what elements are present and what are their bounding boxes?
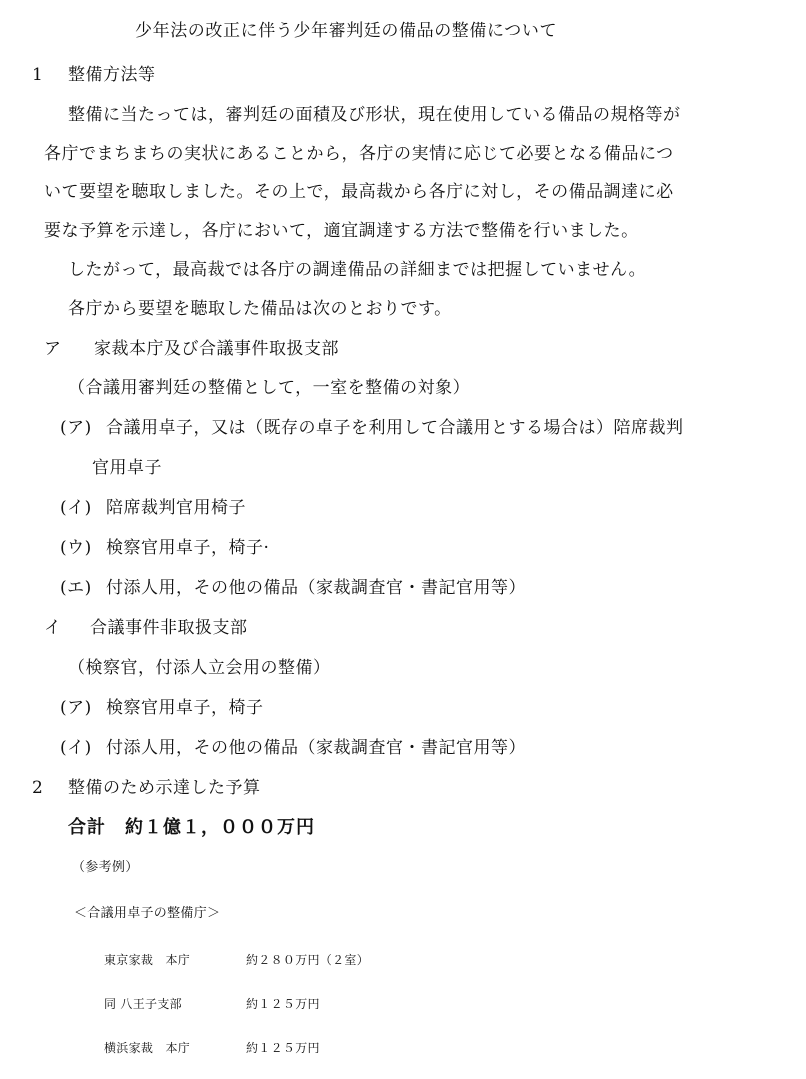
item-b-sub-2-label: (イ) <box>60 738 92 758</box>
paragraph-1-line-3: いて要望を聴取しました。その上で，最高裁から各庁に対し，その備品調達に必 <box>44 182 674 202</box>
item-a-sub-3-label: (ウ) <box>60 538 92 558</box>
table-row-1-amount: 約２８０万円（２室） <box>246 953 370 967</box>
reference-label: （参考例） <box>72 860 139 875</box>
section-1-heading: 整備方法等 <box>68 65 156 85</box>
paragraph-3: 各庁から要望を聴取した備品は次のとおりです。 <box>68 299 452 319</box>
item-a-sub-3-text: 検察官用卓子，椅子· <box>106 538 270 558</box>
paragraph-2: したがって，最高裁では各庁の調達備品の詳細までは把握していません。 <box>68 260 647 280</box>
item-a-sub-4-label: (エ) <box>60 578 92 598</box>
table-row-1-court: 東京家裁 本庁 <box>104 953 191 967</box>
item-b-sub-1-label: (ア) <box>60 698 92 718</box>
item-b-label: イ <box>44 618 62 638</box>
item-a-sub-2-text: 陪席裁判官用椅子 <box>106 498 246 518</box>
paragraph-1-line-1: 整備に当たっては，審判廷の面積及び形状，現在使用している備品の規格等が <box>68 105 681 125</box>
item-a-sub-1-label: (ア) <box>60 418 92 438</box>
item-b-title: 合議事件非取扱支部 <box>90 618 248 638</box>
item-b-sub-1-text: 検察官用卓子，椅子 <box>106 698 264 718</box>
page-title: 少年法の改正に伴う少年審判廷の備品の整備について <box>135 21 558 41</box>
item-a-sub-1-text: 合議用卓子，又は（既存の卓子を利用して合議用とする場合は）陪席裁判 <box>106 418 684 438</box>
item-a-note: （合議用審判廷の整備として，一室を整備の対象） <box>68 378 471 398</box>
item-b-sub-2-text: 付添人用，その他の備品（家裁調査官・書記官用等） <box>106 738 526 758</box>
table-row-2-amount: 約１２５万円 <box>246 997 320 1011</box>
section-2-number: 2 <box>32 778 43 798</box>
section-2-heading: 整備のため示達した予算 <box>68 778 261 798</box>
budget-total: 合計 約１億１，０００万円 <box>68 817 315 838</box>
item-a-sub-4-text: 付添人用，その他の備品（家裁調査官・書記官用等） <box>106 578 526 598</box>
table-row-3-court: 横浜家裁 本庁 <box>104 1041 191 1055</box>
paragraph-1-line-4: 要な予算を示達し，各庁において，適宜調達する方法で整備を行いました。 <box>44 221 639 241</box>
table-row-2-court: 同 八王子支部 <box>104 997 182 1011</box>
paragraph-1-line-2: 各庁でまちまちの実状にあることから，各庁の実情に応じて必要となる備品につ <box>44 144 674 164</box>
item-a-sub-2-label: (イ) <box>60 498 92 518</box>
item-a-label: ア <box>44 339 62 359</box>
table-row-3-amount: 約１２５万円 <box>246 1041 320 1055</box>
item-a-title: 家裁本庁及び合議事件取扱支部 <box>94 339 339 359</box>
item-b-note: （検察官，付添人立会用の整備） <box>68 658 331 678</box>
item-a-sub-1-continuation: 官用卓子 <box>92 458 162 478</box>
table-caption: ＜合議用卓子の整備庁＞ <box>74 906 221 921</box>
section-1-number: 1 <box>32 65 43 85</box>
